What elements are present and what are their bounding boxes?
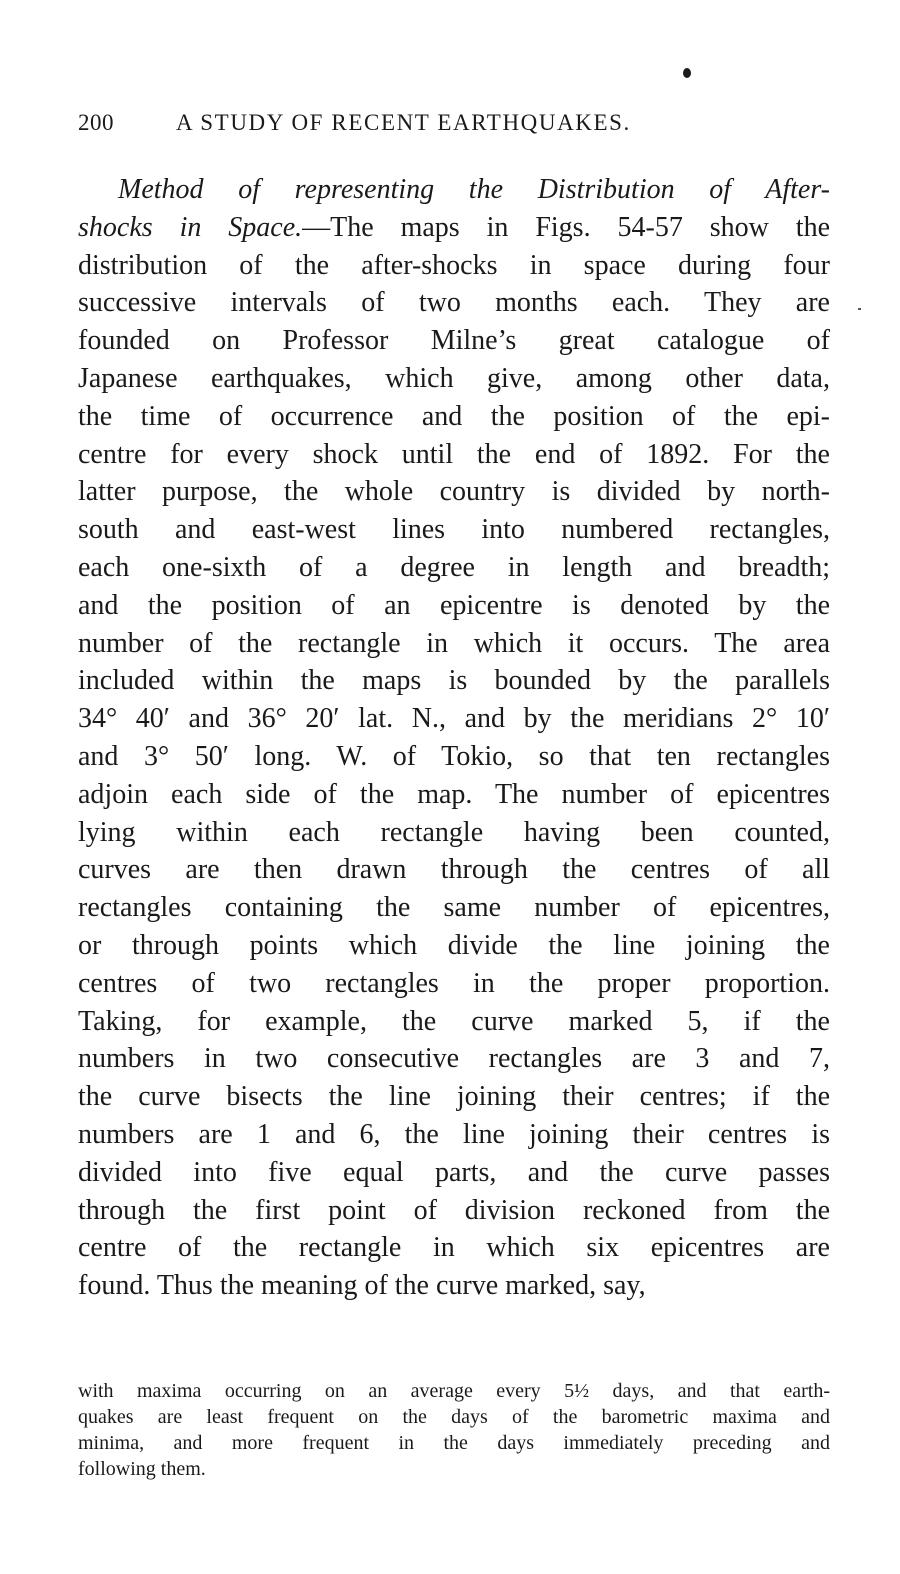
paragraph-line: successive intervals of two months each. They are (78, 287, 830, 319)
paragraph-line: the time of occurrence and the position of the epi- (78, 400, 830, 432)
footnote-line: following them. (78, 1458, 206, 1480)
footnote (78, 1378, 830, 1482)
paragraph-line: Japanese earthquakes, which give, among other data, (78, 362, 830, 394)
paragraph-line: the curve bisects the line joining their centres; if the (78, 1081, 830, 1113)
paragraph-line: 34° 40′ and 36° 20′ lat. N., and by the meridians 2° 10′ (78, 703, 830, 735)
paragraph-line: curves are then drawn through the centres of all (78, 854, 830, 886)
paragraph-line: divided into five equal parts, and the curve passes (78, 1156, 830, 1188)
page-number: 200 (78, 110, 114, 135)
paragraph-heading-line (78, 171, 830, 209)
paragraph-line: included within the maps is bounded by the parallels (78, 665, 830, 697)
footnote-line: with maxima occurring on an average every 5½ days, and that earth- (78, 1380, 830, 1402)
paragraph-line (78, 209, 830, 247)
paragraph-line: distribution of the after-shocks in space during four (78, 249, 830, 281)
paragraph-line: and 3° 50′ long. W. of Tokio, so that ten rectangles (78, 740, 830, 772)
ink-dot (683, 68, 691, 78)
section-heading-continued: shocks in Space. (78, 211, 303, 243)
paragraph-line: Taking, for example, the curve marked 5, if the (78, 1005, 830, 1037)
paragraph-line: south and east-west lines into numbered rectangles, (78, 514, 830, 546)
paragraph-line: numbers in two consecutive rectangles are 3 and 7, (78, 1043, 830, 1075)
paragraph-line-text: —The maps in Figs. 54-57 show the (302, 211, 830, 243)
running-header (78, 110, 738, 142)
paragraph-line: number of the rectangle in which it occurs. The area (78, 627, 830, 659)
margin-mark (858, 308, 861, 310)
footnote-line: minima, and more frequent in the days immediately preceding and (78, 1432, 830, 1454)
section-heading: Method of representing the Distribution of After- (118, 174, 830, 205)
running-title: A STUDY OF RECENT EARTHQUAKES. (176, 110, 631, 135)
paragraph-line: numbers are 1 and 6, the line joining their centres is (78, 1118, 830, 1150)
footnote-line: quakes are least frequent on the days of the barometric maxima and (78, 1406, 830, 1428)
paragraph-line: centre of the rectangle in which six epicentres are (78, 1232, 830, 1264)
paragraph-line: founded on Professor Milne’s great catalogue of (78, 325, 830, 357)
paragraph-line: centre for every shock until the end of 1892. For the (78, 438, 830, 470)
paragraph-line: through the first point of division reckoned from the (78, 1194, 830, 1226)
paragraph-line: and the position of an epicentre is denoted by the (78, 589, 830, 621)
paragraph-line: each one-sixth of a degree in length and breadth; (78, 551, 830, 583)
main-paragraph (78, 171, 830, 1305)
paragraph-line: latter purpose, the whole country is divided by north- (78, 476, 830, 508)
paragraph-line: or through points which divide the line joining the (78, 929, 830, 961)
paragraph-line: adjoin each side of the map. The number of epicentres (78, 778, 830, 810)
paragraph-line: found. Thus the meaning of the curve marked, say, (78, 1270, 646, 1302)
paragraph-line: centres of two rectangles in the proper proportion. (78, 967, 830, 999)
paragraph-line: lying within each rectangle having been counted, (78, 816, 830, 848)
paragraph-line: rectangles containing the same number of epicentres, (78, 892, 830, 924)
